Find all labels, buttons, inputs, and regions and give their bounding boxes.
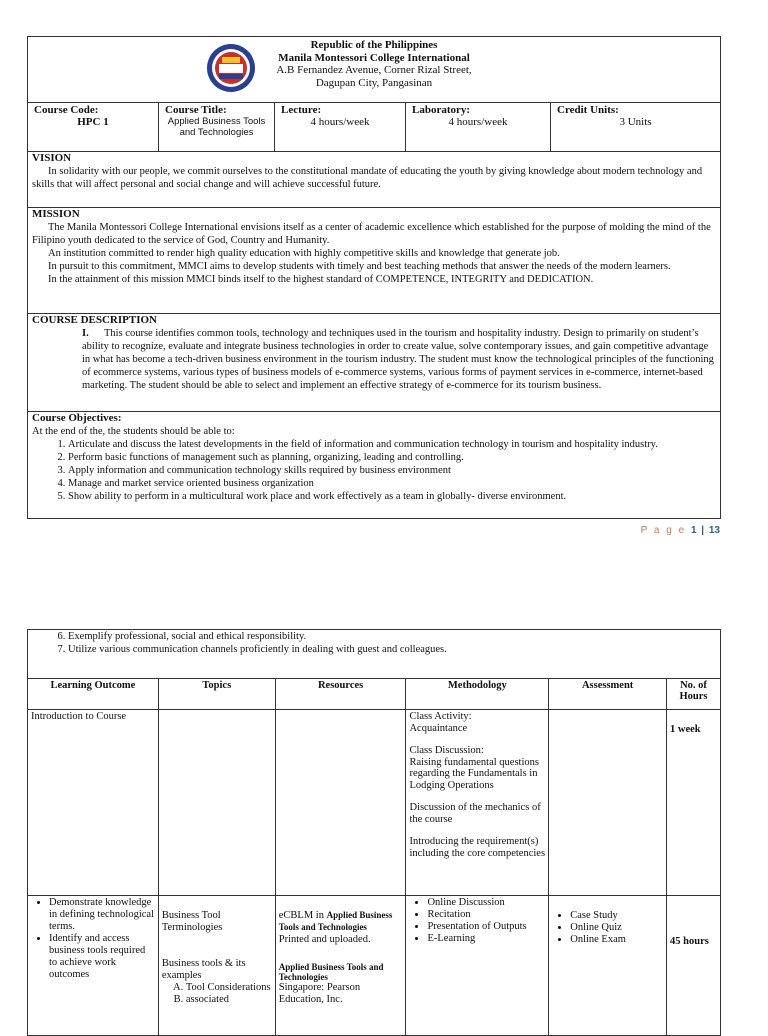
resource-ecblm: eCBLM in <box>278 910 327 921</box>
mission-paragraph-1: The Manila Montessori College International envisions itself as a center of academic excellence which established for the purpose of molding the mind of the Filipino youth dedicated to the service of God, Country and Humanity. <box>32 222 711 246</box>
method-activity-label: Class Activity: <box>409 711 472 722</box>
vision-title: VISION <box>32 152 72 164</box>
vision-section <box>27 151 721 208</box>
laboratory-cell <box>406 103 551 151</box>
table-row <box>28 896 721 1036</box>
header-methodology: Methodology <box>406 679 549 710</box>
assessment-item: • Online Exam <box>570 934 663 946</box>
header-assessment: Assessment <box>549 679 667 710</box>
mission-paragraph-3: In pursuit to this commitment, MMCI aims to develop students with timely and best teaching methods that answer the needs of the modern learners. <box>48 261 671 272</box>
objective-item: 4. Manage and market service oriented business organization <box>68 477 716 490</box>
course-title-value: Applied Business Tools and Technologies <box>167 116 266 138</box>
cell-methodology <box>406 710 549 896</box>
objective-item: 5. Show ability to perform in a multicultural work place and work effectively as a team in globally- diverse environment. <box>68 490 716 503</box>
course-info-row <box>27 102 721 152</box>
laboratory-value: 4 hours/week <box>448 116 508 128</box>
course-code-cell <box>28 103 159 151</box>
course-description-section <box>27 313 721 412</box>
header-hours: No. of Hours <box>667 679 721 710</box>
method-item: • Online Discussion <box>427 897 545 909</box>
table-header-row <box>28 679 721 710</box>
cell-topics <box>158 896 275 1036</box>
mission-paragraph-2: An institution committed to render high quality education with highly competitive skills and knowledge that generate job. <box>48 248 560 259</box>
credit-units-cell <box>551 103 720 151</box>
objective-item: 2. Perform basic functions of management such as planning, organizing, leading and controlling. <box>68 451 716 464</box>
mission-paragraph-4: In the attainment of this mission MMCI binds itself to the highest standard of COMPETENCE, INTEGRITY and DEDICATION. <box>48 274 594 285</box>
college-name: Manila Montessori College International <box>278 51 470 64</box>
course-description-title: COURSE DESCRIPTION <box>32 314 157 326</box>
address-line: A.B Fernandez Avenue, Corner Rizal Street, <box>276 64 472 76</box>
course-objectives-title: Course Objectives: <box>32 412 122 424</box>
cell-resources <box>275 896 406 1036</box>
table-row <box>28 710 721 896</box>
cell-resources-empty <box>275 710 406 896</box>
course-code-value: HPC 1 <box>77 116 109 128</box>
header-topics: Topics <box>158 679 275 710</box>
assessment-item: • Case Study <box>570 910 663 922</box>
topic-item: A. Tool Considerations <box>186 982 272 994</box>
outcome-item: • Demonstrate knowledge in defining technological terms. <box>49 897 155 933</box>
cell-methodology-list <box>406 896 549 1036</box>
outcome-item: • Identify and access business tools required to achieve work outcomes <box>49 933 155 981</box>
assessment-item: • Online Quiz <box>570 922 663 934</box>
lecture-cell <box>275 103 406 151</box>
lecture-label: Lecture: <box>281 104 322 116</box>
objectives-list-continued <box>32 630 716 656</box>
resource-title: Applied Business Tools and Technologies <box>278 910 393 932</box>
credit-units-label: Credit Units: <box>557 104 619 116</box>
method-item: • E-Learning <box>427 933 545 945</box>
description-number: I. <box>82 328 89 339</box>
mission-title: MISSION <box>32 208 80 220</box>
header-learning-outcome: Learning Outcome <box>28 679 159 710</box>
course-description-text: This course identifies common tools, technology and techniques used in the tourism and hospitality industry. Design to primarily on student’s ability to recognize, evaluate and integrate business technologies in order to create value, solve contemporary issues, and gain competitive advantage in what has become a tech-driven business environment in the tourism industry. The student must know the technological principles of the functioning of ecommerce systems, various types of business models of e-commerce systems, various forms of payment services in e-commerce, internet-based marketing. The student should be able to select and implement an effective strategy of e-commerce for its tourism business. <box>82 328 714 391</box>
lecture-value: 4 hours/week <box>310 116 370 128</box>
page-number <box>641 525 720 536</box>
objective-item: 3. Apply information and communication technology skills required by business environment <box>68 464 716 477</box>
mission-section <box>27 207 721 314</box>
resource-book-title: Applied Business Tools and Technologies <box>278 962 384 982</box>
method-mechanics: Discussion of the mechanics of the course <box>409 802 541 825</box>
objective-item: 1. Articulate and discuss the latest developments in the field of information and communication technology in tourism and hospitality industry. <box>68 438 716 451</box>
objective-item: 6. Exemplify professional, social and ethical responsibility. <box>68 630 716 643</box>
topic-terminologies: Business Tool Terminologies <box>161 910 223 933</box>
resource-publisher: Singapore: Pearson Education, Inc. <box>278 982 361 1005</box>
cell-assessment-empty <box>549 710 667 896</box>
course-title-label: Course Title: <box>165 104 227 116</box>
cell-assessment-list <box>549 896 667 1036</box>
objectives-list <box>32 438 716 503</box>
header-resources: Resources <box>275 679 406 710</box>
objective-item: 7. Utilize various communication channels proficiently in dealing with guest and colleagues. <box>68 643 716 656</box>
page-separator: | <box>701 525 705 536</box>
method-activity: Acquaintance <box>409 722 468 734</box>
resource-note: Printed and uploaded. <box>278 934 371 945</box>
method-requirements: Introducing the requirement(s) including the core competencies <box>409 836 546 859</box>
course-objectives-intro: At the end of the, the students should be able to: <box>32 426 235 437</box>
credit-units-value: 3 Units <box>619 116 652 128</box>
cell-outcome-list <box>28 896 159 1036</box>
cell-hours: 45 hours <box>667 896 721 1036</box>
course-objectives-section <box>27 411 721 519</box>
cell-hours: 1 week <box>667 710 721 896</box>
laboratory-label: Laboratory: <box>412 104 471 116</box>
topic-item: B. associated <box>186 994 272 1006</box>
page-current: 1 <box>690 525 697 536</box>
page-total: 13 <box>708 525 720 536</box>
method-item: • Recitation <box>427 909 545 921</box>
city-line: Dagupan City, Pangasinan <box>315 76 433 89</box>
page-label: P a g e <box>640 525 687 536</box>
objectives-continued-section <box>27 629 721 679</box>
method-item: • Presentation of Outputs <box>427 921 545 933</box>
course-code-label: Course Code: <box>34 104 99 116</box>
cell-topics-empty <box>158 710 275 896</box>
course-title-cell <box>159 103 275 151</box>
topic-examples: Business tools & its examples <box>161 958 246 981</box>
document-header <box>27 36 721 103</box>
method-discussion-label: Class Discussion: <box>409 745 484 756</box>
vision-text: In solidarity with our people, we commit ourselves to the constitutional mandate of educating the youth by giving knowledge about modern technology and skills that will affect personal and social change and will achieve successful future. <box>32 166 703 190</box>
cell-outcome: Introduction to Course <box>28 710 159 896</box>
republic-line: Republic of the Philippines <box>310 39 438 51</box>
method-discussion: Raising fundamental questions regarding the Fundamentals in Lodging Operations <box>409 756 539 791</box>
learning-plan-table <box>27 678 721 1036</box>
